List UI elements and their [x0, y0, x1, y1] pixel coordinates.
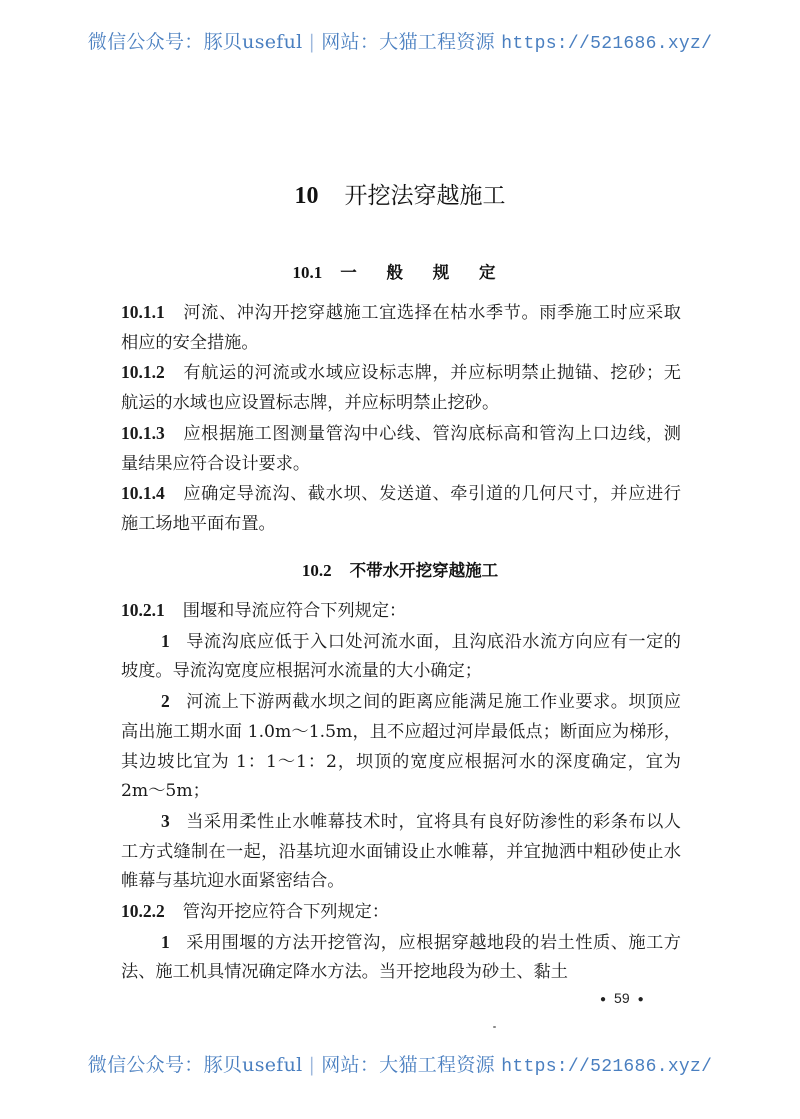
chapter-title-text: 开挖法穿越施工: [344, 183, 506, 209]
clause-10-1-2: [121, 358, 681, 418]
clause-text: 河流、冲沟开挖穿越施工宜选择在枯水季节。雨季施工时应采取相应的安全措施。: [121, 303, 681, 353]
chapter-number: 10: [294, 183, 319, 209]
page-number-value: 59: [614, 990, 630, 1006]
watermark-separator: |: [308, 31, 316, 53]
section-heading-10-2: [0, 557, 800, 581]
scan-speck: [493, 1026, 496, 1028]
watermark-site-label: 网站：大猫工程资源: [321, 31, 495, 53]
bullet-dot-icon: ●: [600, 993, 607, 1005]
clause-text: 管沟开挖应符合下列规定：: [182, 902, 390, 923]
item-number: 3: [161, 810, 170, 831]
watermark-header: [0, 27, 800, 54]
clause-text: 应确定导流沟、截水坝、发送道、牵引道的几何尺寸，并应进行施工场地平面布置。: [121, 484, 681, 534]
item-text: 导流沟底应低于入口处河流水面，且沟底沿水流方向应有一定的坡度。导流沟宽度应根据河水流量的大小确定；: [121, 631, 681, 682]
watermark-separator: |: [308, 1054, 316, 1076]
item-number: 2: [161, 691, 170, 712]
watermark-wechat: 微信公众号：豚贝useful: [87, 31, 303, 53]
item-number: 1: [161, 630, 170, 651]
section-body-10-1: [121, 298, 681, 540]
section-heading-10-1: [0, 259, 800, 283]
page-number: [592, 990, 652, 1006]
item-text: 河流上下游两截水坝之间的距离应能满足施工作业要求。坝顶应高出施工期水面 1.0m～1.5m，且不应超过河岸最低点；断面应为梯形，其边坡比宜为 1：1～1：2，坝顶的宽度应根据河水的深度确定，宜为 2m～5m；: [121, 692, 681, 802]
section-title-text: 一 般 规 定: [340, 263, 508, 282]
item-text: 当采用柔性止水帷幕技术时，宜将具有良好防渗性的彩条布以人工方式缝制在一起，沿基坑迎水面铺设止水帷幕，并宜抛洒中粗砂使止水帷幕与基坑迎水面紧密结合。: [121, 811, 681, 892]
clause-number: 10.1.4: [121, 483, 165, 504]
clause-number: 10.1.3: [121, 422, 165, 443]
clause-number: 10.1.1: [121, 302, 165, 322]
watermark-url[interactable]: https://521686.xyz/: [501, 34, 713, 54]
clause-10-2-1: [121, 596, 681, 627]
bullet-dot-icon: ●: [637, 993, 644, 1005]
list-item-10-2-1-2: [121, 687, 681, 807]
section-body-10-2: [121, 596, 681, 988]
clause-10-2-2: [121, 897, 681, 928]
clause-number: 10.1.2: [121, 362, 165, 383]
watermark-site-label: 网站：大猫工程资源: [321, 1054, 495, 1076]
watermark-footer: [0, 1050, 800, 1077]
item-number: 1: [161, 931, 170, 952]
section-number: 10.2: [301, 561, 332, 580]
clause-text: 围堰和导流应符合下列规定：: [182, 601, 407, 621]
watermark-wechat: 微信公众号：豚贝useful: [87, 1054, 303, 1076]
clause-text: 应根据施工图测量管沟中心线、管沟底标高和管沟上口边线，测量结果应符合设计要求。: [121, 423, 681, 474]
clause-number: 10.2.2: [121, 901, 165, 922]
section-title-text: 不带水开挖穿越施工: [349, 561, 499, 580]
section-number: 10.1: [292, 263, 323, 282]
clause-10-1-4: [121, 479, 681, 539]
chapter-title: [0, 177, 800, 210]
clause-10-1-1: [121, 298, 681, 358]
item-text: 采用围堰的方法开挖管沟，应根据穿越地段的岩土性质、施工方法、施工机具情况确定降水方法。当开挖地段为砂土、黏土: [121, 932, 681, 983]
list-item-10-2-2-1: [121, 928, 681, 988]
watermark-url[interactable]: https://521686.xyz/: [501, 1057, 713, 1077]
list-item-10-2-1-1: [121, 627, 681, 687]
clause-text: 有航运的河流或水域应设标志牌，并应标明禁止抛锚、挖砂；无航运的水域也应设置标志牌，并应标明禁止挖砂。: [121, 363, 681, 414]
clause-number: 10.2.1: [121, 600, 165, 620]
clause-10-1-3: [121, 419, 681, 479]
list-item-10-2-1-3: [121, 807, 681, 897]
